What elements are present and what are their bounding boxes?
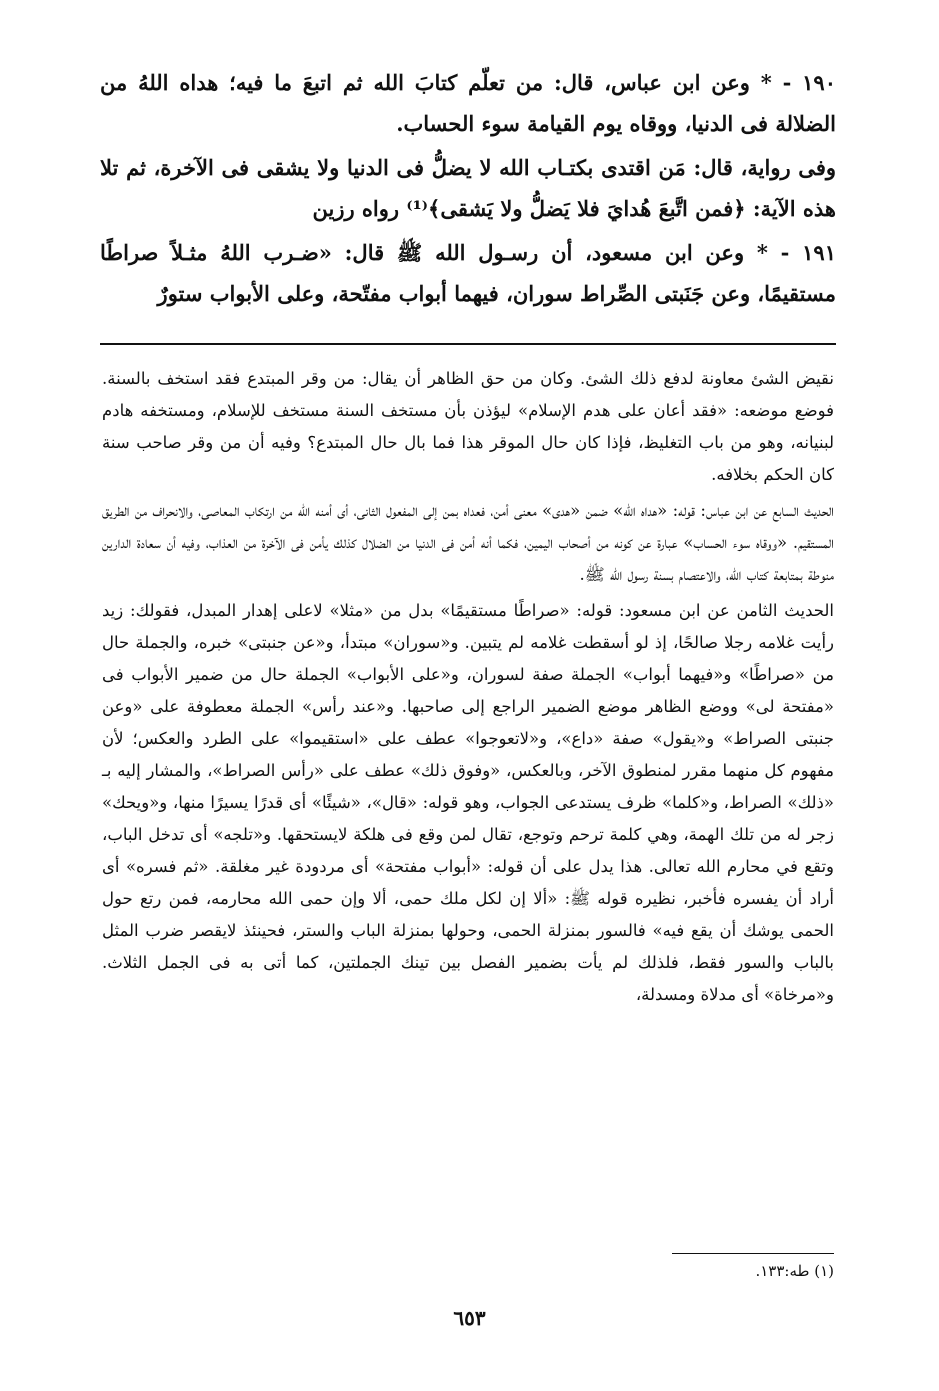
hadith-190-variant: وفى رواية، قال: مَن اقتدى بكتـاب الله لا يضلُّ فى الدنيا ولا يشقى فى الآخرة، ثم تلا هذه الآية: ﴿فمن اتَّبعَ هُدايَ فلا يَضلُّ ولا يَشقى﴾⁽¹⁾ رواه رزين — [100, 155, 836, 221]
commentary-paragraph: الحديث الثامن عن ابن مسعود: قوله: «صراطًا مستقيمًا» بدل من «مثلا» لاعلى إهدار المبدل، فقولك: زيد رأيت غلامه رجلا صالحًا، إذ لو أسقطت غلامه لم يتبين. و«سوران» مبتدأ، و«عن جنبتى» خبره، والجملة حال من «صراطًا» و«فيهما أبواب» الجملة صفة لسوران، و«على الأبواب» الجملة حال من ضمير الأبواب فى «مفتحة لى» ووضع الظاهر موضع الضمير الراجع إلى صاحبها. و«عند رأس» الجملة معطوفة على «وعن جنبتى الصراط» و«يقول» صفة «داع»، و«لاتعوجوا» عطف على «استقيموا» على الطرد والعكس؛ لأن مفهوم كل منهما مقرر لمنطوق الآخر، وبالعكس، «وفوق ذلك» عطف على «رأس الصراط»، والمشار إليه بـ «ذلك» الصراط، و«كلما» ظرف يستدعى الجواب، وهو قوله: «قال»، «شيئًا» أى قدرًا يسيرًا منها، و«ويحك» زجر له من تلك الهمة، وهي كلمة ترحم وتوجع، تقال لمن وقع فى هلكة لايستحقها. و«تلجه» أى تدخل الباب، وتقع في محارم الله تعالى. هذا يدل على أن قوله: «أبواب مفتحة» أى مردودة غير مغلقة. «ثم فسره» أى أراد أن يفسره فأخبر، نظيره قوله ﷺ: «ألا إن لكل ملك حمى، ألا وإن حمى الله محارمه، فمن رتع حول الحمى يوشك أن يقع فيه» فالسور بمنزلة الحمى، وحولها بمنزلة الباب والستر، فحينئذ لايقصر ضرب المثل بالباب والسور فقط، فلذلك لم يأت بضمير الفصل بين تينك الجملتين، كما أتى به فى الجمل الثلاث. و«مرخاة» أى مدلاة ومسدلة، — [102, 601, 834, 1004]
commentary-text — [102, 363, 834, 1011]
page-number: ٦٥٣ — [453, 1306, 486, 1330]
section-divider — [100, 343, 836, 345]
hadith-191: ١٩١ - * وعن ابن مسعود، أن رسـول الله ﷺ قال: «ضـرب اللهُ مثـلاً صراطًا مستقيمًا، وعن جَنَبتى الصِّراط سوران، فيهما أبواب مفتّحة، وعلى الأبواب ستورٌ — [100, 240, 836, 306]
commentary-paragraph: الحديث السابع عن ابن عباس: قوله: «هداه الله» ضمن «هدى» معنى أمن، فعداه بمن إلى المفعول الثانى، أى أمنه الله من ارتكاب المعاصى، والانحراف من الطريق المستقيم. «ووقاه سوء الحساب» عبارة عن كونه من أصحاب اليمين، فكما أنه أمن فى الدنيا من الضلال كذلك يأمن فى الآخرة من العذاب، وفيه أن سعادة الدارين منوطة بمتابعة كتاب الله، والاعتصام بسنة رسول الله ﷺ. — [102, 501, 834, 584]
hadith-190: ١٩٠ - * وعن ابن عباس، قال: من تعلّم كتابَ الله ثم اتبعَ ما فيه؛ هداه اللهُ من الضلالة فى الدنيا، ووقاه يوم القيامة سوء الحساب. — [100, 70, 836, 136]
footnote-divider — [672, 1253, 834, 1254]
commentary-paragraph: نقيض الشئ معاونة لدفع ذلك الشئ. وكان من حق الظاهر أن يقال: من وقر المبتدع فقد استخف بالسنة. فوضع موضعه: «فقد أعان على هدم الإسلام» ليؤذن بأن مستخف السنة مستخف للإسلام، ومستخفه هادم لبنيانه، وهو من باب التغليظ، فإذا كان حال الموقر هذا فما بال حال المبتدع؟ وفيه أن من وقر صاحب سنة كان الحكم بخلافه. — [102, 369, 834, 484]
footnote: (١) طه:١٣٣. — [755, 1262, 834, 1280]
hadith-main-text — [100, 62, 836, 314]
